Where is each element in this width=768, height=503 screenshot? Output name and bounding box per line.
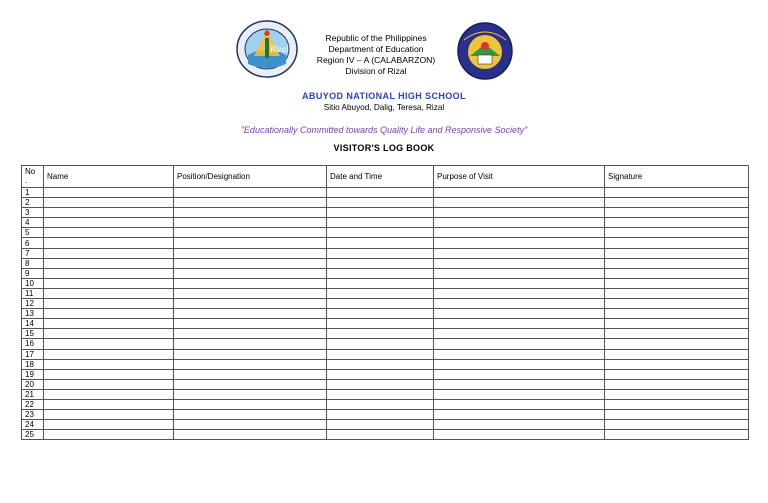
cell-signature[interactable] <box>605 268 749 278</box>
row-number: 3 <box>22 208 44 218</box>
cell-date-time[interactable] <box>327 349 434 359</box>
gov-line-region: Region IV – A (CALABARZON) <box>316 55 436 65</box>
svg-text:Rizal: Rizal <box>270 44 289 54</box>
table-row <box>22 188 749 198</box>
cell-date-time[interactable] <box>327 198 434 208</box>
log-table-body <box>22 188 749 440</box>
table-row <box>22 198 749 208</box>
cell-date-time[interactable] <box>327 268 434 278</box>
cell-purpose[interactable] <box>434 329 605 339</box>
cell-date-time[interactable] <box>327 299 434 309</box>
cell-date-time[interactable] <box>327 319 434 329</box>
cell-signature[interactable] <box>605 228 749 238</box>
cell-purpose[interactable] <box>434 208 605 218</box>
table-row <box>22 288 749 298</box>
row-number: 4 <box>22 218 44 228</box>
cell-purpose[interactable] <box>434 389 605 399</box>
government-heading <box>300 33 452 77</box>
col-header-purpose: Purpose of Visit <box>434 166 605 188</box>
cell-position[interactable] <box>174 329 327 339</box>
cell-date-time[interactable] <box>327 399 434 409</box>
table-row <box>22 329 749 339</box>
cell-position[interactable] <box>174 410 327 420</box>
cell-position[interactable] <box>174 299 327 309</box>
table-row <box>22 268 749 278</box>
row-number: 17 <box>22 349 44 359</box>
school-name: ABUYOD NATIONAL HIGH SCHOOL <box>302 91 466 101</box>
row-number: 15 <box>22 329 44 339</box>
row-number: 10 <box>22 278 44 288</box>
row-number: 9 <box>22 268 44 278</box>
row-number: 8 <box>22 258 44 268</box>
cell-name[interactable] <box>44 339 174 349</box>
row-number: 25 <box>22 430 44 440</box>
cell-signature[interactable] <box>605 188 749 198</box>
cell-date-time[interactable] <box>327 288 434 298</box>
cell-date-time[interactable] <box>327 188 434 198</box>
cell-name[interactable] <box>44 228 174 238</box>
cell-name[interactable] <box>44 208 174 218</box>
row-number: 24 <box>22 420 44 430</box>
row-number: 1 <box>22 188 44 198</box>
row-number: 12 <box>22 299 44 309</box>
row-number: 13 <box>22 309 44 319</box>
cell-signature[interactable] <box>605 359 749 369</box>
cell-signature[interactable] <box>605 379 749 389</box>
cell-name[interactable] <box>44 379 174 389</box>
row-number: 5 <box>22 228 44 238</box>
cell-date-time[interactable] <box>327 359 434 369</box>
cell-date-time[interactable] <box>327 208 434 218</box>
cell-position[interactable] <box>174 228 327 238</box>
cell-purpose[interactable] <box>434 349 605 359</box>
cell-position[interactable] <box>174 258 327 268</box>
cell-signature[interactable] <box>605 319 749 329</box>
table-row <box>22 389 749 399</box>
cell-name[interactable] <box>44 359 174 369</box>
cell-name[interactable] <box>44 248 174 258</box>
school-motto: "Educationally Committed towards Quality Life and Responsive Society" <box>240 125 528 135</box>
cell-signature[interactable] <box>605 389 749 399</box>
cell-purpose[interactable] <box>434 420 605 430</box>
cell-purpose[interactable] <box>434 268 605 278</box>
col-header-date-time: Date and Time <box>327 166 434 188</box>
cell-signature[interactable] <box>605 399 749 409</box>
gov-line-deped: Department of Education <box>328 44 424 54</box>
cell-name[interactable] <box>44 319 174 329</box>
col-header-no: No . <box>22 166 44 188</box>
table-row <box>22 228 749 238</box>
school-address: Sitio Abuyod, Dalig, Teresa, Rizal <box>323 103 445 112</box>
cell-position[interactable] <box>174 349 327 359</box>
cell-purpose[interactable] <box>434 430 605 440</box>
table-row <box>22 319 749 329</box>
cell-position[interactable] <box>174 369 327 379</box>
cell-purpose[interactable] <box>434 379 605 389</box>
row-number: 16 <box>22 339 44 349</box>
table-row <box>22 238 749 248</box>
cell-date-time[interactable] <box>327 218 434 228</box>
cell-purpose[interactable] <box>434 228 605 238</box>
cell-position[interactable] <box>174 339 327 349</box>
table-row <box>22 410 749 420</box>
cell-purpose[interactable] <box>434 238 605 248</box>
cell-signature[interactable] <box>605 288 749 298</box>
cell-name[interactable] <box>44 369 174 379</box>
cell-signature[interactable] <box>605 238 749 248</box>
cell-date-time[interactable] <box>327 309 434 319</box>
cell-purpose[interactable] <box>434 248 605 258</box>
table-row <box>22 379 749 389</box>
cell-purpose[interactable] <box>434 359 605 369</box>
cell-date-time[interactable] <box>327 420 434 430</box>
cell-purpose[interactable] <box>434 369 605 379</box>
cell-date-time[interactable] <box>327 379 434 389</box>
table-row <box>22 278 749 288</box>
row-number: 11 <box>22 288 44 298</box>
cell-purpose[interactable] <box>434 339 605 349</box>
cell-position[interactable] <box>174 379 327 389</box>
cell-signature[interactable] <box>605 299 749 309</box>
division-seal-logo <box>236 20 298 78</box>
logbook-title: VISITOR'S LOG BOOK <box>333 143 435 153</box>
cell-signature[interactable] <box>605 430 749 440</box>
cell-date-time[interactable] <box>327 329 434 339</box>
cell-name[interactable] <box>44 399 174 409</box>
col-header-name: Name <box>44 166 174 188</box>
cell-name[interactable] <box>44 420 174 430</box>
cell-name[interactable] <box>44 430 174 440</box>
table-row <box>22 208 749 218</box>
cell-purpose[interactable] <box>434 278 605 288</box>
gov-line-republic: Republic of the Philippines <box>325 33 427 43</box>
row-number: 7 <box>22 248 44 258</box>
cell-signature[interactable] <box>605 329 749 339</box>
cell-date-time[interactable] <box>327 278 434 288</box>
cell-signature[interactable] <box>605 218 749 228</box>
cell-date-time[interactable] <box>327 238 434 248</box>
table-row <box>22 248 749 258</box>
cell-position[interactable] <box>174 198 327 208</box>
cell-date-time[interactable] <box>327 430 434 440</box>
table-row <box>22 349 749 359</box>
cell-position[interactable] <box>174 208 327 218</box>
cell-name[interactable] <box>44 288 174 298</box>
cell-signature[interactable] <box>605 420 749 430</box>
cell-signature[interactable] <box>605 349 749 359</box>
cell-signature[interactable] <box>605 339 749 349</box>
cell-signature[interactable] <box>605 369 749 379</box>
cell-position[interactable] <box>174 278 327 288</box>
cell-position[interactable] <box>174 319 327 329</box>
cell-purpose[interactable] <box>434 188 605 198</box>
cell-position[interactable] <box>174 389 327 399</box>
table-row <box>22 359 749 369</box>
cell-purpose[interactable] <box>434 288 605 298</box>
cell-name[interactable] <box>44 410 174 420</box>
cell-signature[interactable] <box>605 258 749 268</box>
cell-position[interactable] <box>174 248 327 258</box>
cell-name[interactable] <box>44 329 174 339</box>
cell-date-time[interactable] <box>327 258 434 268</box>
cell-date-time[interactable] <box>327 389 434 399</box>
cell-position[interactable] <box>174 359 327 369</box>
cell-name[interactable] <box>44 299 174 309</box>
table-row <box>22 430 749 440</box>
table-row <box>22 399 749 409</box>
row-number: 14 <box>22 319 44 329</box>
row-number: 18 <box>22 359 44 369</box>
cell-position[interactable] <box>174 309 327 319</box>
table-row <box>22 258 749 268</box>
row-number: 22 <box>22 399 44 409</box>
cell-signature[interactable] <box>605 278 749 288</box>
row-number: 21 <box>22 389 44 399</box>
cell-position[interactable] <box>174 420 327 430</box>
cell-signature[interactable] <box>605 198 749 208</box>
cell-purpose[interactable] <box>434 309 605 319</box>
cell-name[interactable] <box>44 188 174 198</box>
cell-purpose[interactable] <box>434 299 605 309</box>
row-number: 6 <box>22 238 44 248</box>
cell-signature[interactable] <box>605 248 749 258</box>
table-row <box>22 339 749 349</box>
col-header-position: Position/Designation <box>174 166 327 188</box>
cell-signature[interactable] <box>605 309 749 319</box>
row-number: 19 <box>22 369 44 379</box>
table-row <box>22 299 749 309</box>
table-row <box>22 309 749 319</box>
cell-purpose[interactable] <box>434 410 605 420</box>
col-header-signature: Signature <box>605 166 749 188</box>
row-number: 23 <box>22 410 44 420</box>
cell-name[interactable] <box>44 389 174 399</box>
cell-position[interactable] <box>174 188 327 198</box>
cell-position[interactable] <box>174 430 327 440</box>
cell-position[interactable] <box>174 218 327 228</box>
cell-date-time[interactable] <box>327 248 434 258</box>
cell-signature[interactable] <box>605 208 749 218</box>
cell-date-time[interactable] <box>327 228 434 238</box>
cell-position[interactable] <box>174 238 327 248</box>
cell-name[interactable] <box>44 309 174 319</box>
cell-position[interactable] <box>174 399 327 409</box>
row-number: 20 <box>22 379 44 389</box>
cell-date-time[interactable] <box>327 339 434 349</box>
visitor-log-table <box>21 165 749 440</box>
cell-date-time[interactable] <box>327 369 434 379</box>
cell-purpose[interactable] <box>434 319 605 329</box>
cell-purpose[interactable] <box>434 218 605 228</box>
cell-date-time[interactable] <box>327 410 434 420</box>
cell-name[interactable] <box>44 218 174 228</box>
cell-name[interactable] <box>44 268 174 278</box>
document-header <box>0 0 768 160</box>
table-row <box>22 218 749 228</box>
cell-name[interactable] <box>44 198 174 208</box>
cell-name[interactable] <box>44 278 174 288</box>
cell-name[interactable] <box>44 349 174 359</box>
cell-position[interactable] <box>174 288 327 298</box>
school-seal-logo <box>456 22 514 80</box>
cell-position[interactable] <box>174 268 327 278</box>
table-row <box>22 369 749 379</box>
cell-name[interactable] <box>44 258 174 268</box>
gov-line-division: Division of Rizal <box>345 66 407 76</box>
table-header-row <box>22 166 749 188</box>
row-number: 2 <box>22 198 44 208</box>
cell-purpose[interactable] <box>434 399 605 409</box>
cell-name[interactable] <box>44 238 174 248</box>
table-row <box>22 420 749 430</box>
cell-purpose[interactable] <box>434 198 605 208</box>
cell-signature[interactable] <box>605 410 749 420</box>
cell-purpose[interactable] <box>434 258 605 268</box>
